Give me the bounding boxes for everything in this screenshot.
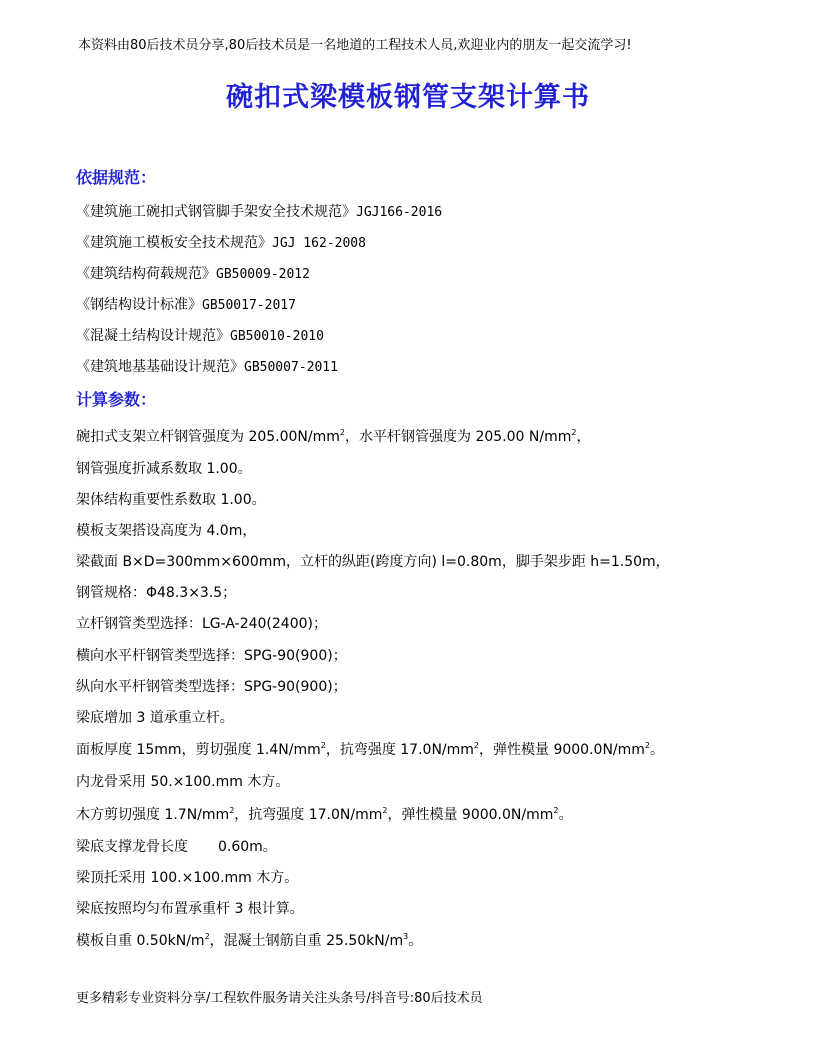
param-text: ，混凝土钢筋自重 25.50kN/m [209,933,404,949]
superscript: 2 [553,806,559,815]
superscript: 2 [382,806,388,815]
param-line-importance-factor: 架体结构重要性系数取 1.00。 [76,492,266,508]
param-text: ， [576,429,591,445]
param-text: 。 [558,807,573,823]
superscript: 2 [204,932,210,941]
param-text: ，弹性模量 9000.0N/mm [479,742,645,758]
param-line-beam-section: 梁截面 B×D=300mm×600mm，立杆的纵距(跨度方向) l=0.80m，脚手架步距 h=1.50m， [76,554,670,570]
param-text: 0.60m。 [218,839,277,855]
param-line-extra-uprights: 梁底增加 3 道承重立杆。 [76,710,234,726]
standard-name: 《建筑结构荷载规范》 [76,266,216,282]
standards-heading: 依据规范： [76,168,157,187]
document-title: 碗扣式梁模板钢管支架计算书 [226,82,590,113]
param-text: 模板自重 0.50kN/m [76,933,205,949]
standard-code: JGJ 162-2008 [272,236,366,251]
superscript: 2 [473,741,480,750]
superscript: 2 [571,428,577,437]
standard-code: GB50007-2011 [244,360,338,375]
param-line-keel-length [76,837,277,857]
param-text: ，水平杆钢管强度为 205.00 N/mm [345,429,572,445]
superscript: 2 [229,806,235,815]
standard-item [76,357,338,378]
param-line-pipe-spec: 钢管规格：Φ48.3×3.5； [76,585,237,601]
params-heading: 计算参数： [76,390,157,409]
param-line-upright-type: 立杆钢管类型选择：LG-A-240(2400)； [76,616,327,632]
standard-name: 《建筑施工碗扣式钢管脚手架安全技术规范》 [76,204,356,220]
standard-name: 《混凝土结构设计规范》 [76,328,230,344]
standard-code: JGJ166-2016 [356,205,443,220]
param-line-panel [76,740,664,760]
param-text: ，抗弯强度 17.0N/mm [325,742,474,758]
param-text: 碗扣式支架立杆钢管强度为 205.00N/mm [76,429,340,445]
standard-item [76,202,442,223]
param-text: 梁底支撑龙骨长度 [76,839,188,855]
param-line-reduction-factor: 钢管强度折减系数取 1.00。 [76,461,252,477]
standard-name: 《建筑地基基础设计规范》 [76,359,244,375]
param-line-support-height: 模板支架搭设高度为 4.0m， [76,523,257,539]
superscript: 3 [403,932,409,941]
param-text: 面板厚度 15mm，剪切强度 1.4N/mm [76,742,321,758]
param-text: ，弹性模量 9000.0N/mm [387,807,554,823]
superscript: 2 [320,741,326,750]
param-line-inner-keel: 内龙骨采用 50.×100.mm 木方。 [76,774,290,790]
param-text: 木方剪切强度 1.7N/mm [76,807,230,823]
standard-name: 《建筑施工模板安全技术规范》 [76,235,272,251]
param-line-bearing-bars: 梁底按照均匀布置承重杆 3 根计算。 [76,901,304,917]
param-text: 。 [408,933,423,949]
superscript: 2 [644,741,651,750]
standard-code: GB50010-2010 [230,329,324,344]
param-line-timber [76,805,572,825]
param-line-top-support: 梁顶托采用 100.×100.mm 木方。 [76,870,299,886]
page-header-note: 本资料由80后技术员分享,80后技术员是一名地道的工程技术人员,欢迎业内的朋友一起交流学习! [78,38,632,53]
param-text: 。 [650,742,665,758]
superscript: 2 [339,428,345,437]
standard-code: GB50009-2012 [216,267,310,282]
param-line-transverse-bar-type: 横向水平杆钢管类型选择：SPG-90(900)； [76,648,347,664]
param-text: ，抗弯强度 17.0N/mm [234,807,383,823]
standard-item [76,326,324,347]
param-line-self-weight [76,931,422,951]
page-footer-note: 更多精彩专业资料分享/工程软件服务请关注头条号/抖音号:80后技术员 [76,991,483,1006]
param-line-longitudinal-bar-type: 纵向水平杆钢管类型选择：SPG-90(900)； [76,679,347,695]
standard-item [76,233,366,254]
standard-item [76,295,296,316]
standard-item [76,264,310,285]
standard-code: GB50017-2017 [202,298,296,313]
param-line-pipe-strength [76,427,590,447]
standard-name: 《钢结构设计标准》 [76,297,202,313]
